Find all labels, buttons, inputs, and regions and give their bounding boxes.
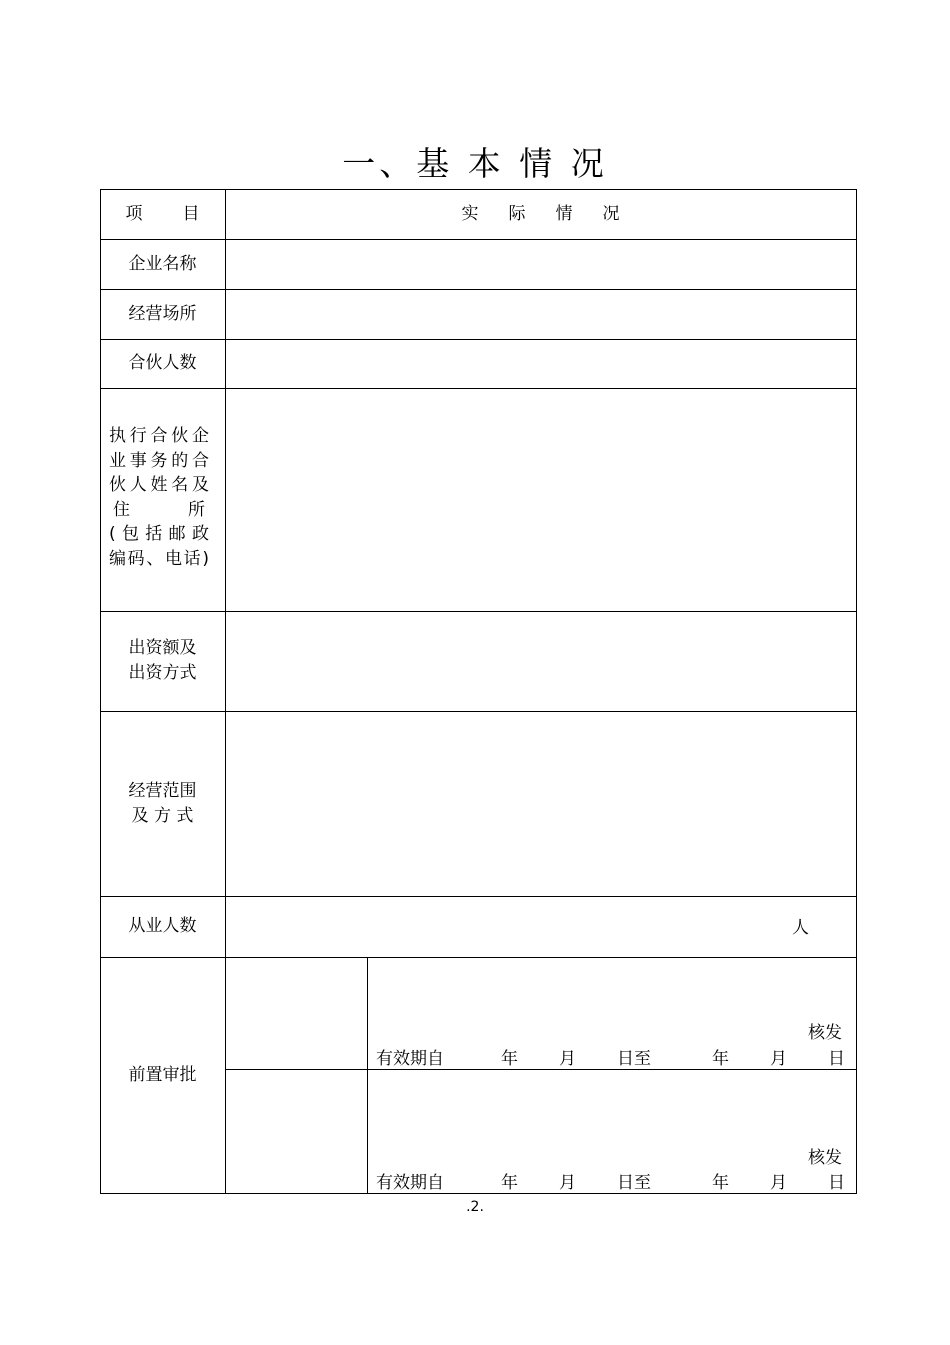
header-actual-char: 况 [602,203,620,224]
approval-1-issued: 核发 [808,1023,842,1043]
label-business-scope [100,711,225,896]
label-business-place: 经营场所 [128,303,197,324]
approval-2-issued: 核发 [808,1148,842,1168]
header-item-char: 项 [125,203,143,224]
approval-column-divider [367,957,368,1194]
header-actual [225,189,856,239]
field-capital[interactable] [226,612,856,711]
approval-1-name-field[interactable] [226,958,367,1069]
label-line: 业事务的合 [109,450,209,471]
label-employee-count: 从业人数 [128,916,197,936]
year-label: 年 [712,1049,729,1069]
year-label: 年 [501,1173,518,1193]
day-to-label: 日至 [617,1173,651,1193]
year-label: 年 [501,1049,518,1069]
page-title: 一、基 本 情 况 [342,144,608,183]
day-label: 日 [828,1049,845,1069]
header-item-char: 目 [182,203,200,224]
table-border-bottom [100,1193,857,1194]
employee-unit: 人 [792,918,809,938]
field-business-place[interactable] [226,290,856,339]
label-line: 执行合伙企 [109,426,209,446]
label-line: 出资额及 [128,638,197,658]
label-line: 住所 [113,499,205,520]
header-actual-char: 实 [461,203,479,224]
page-number: .2. [466,1199,484,1215]
valid-from-label: 有效期自 [376,1173,444,1193]
table-border-right [856,189,857,1194]
label-line: 伙人姓名及 [109,475,209,495]
header-actual-char: 际 [508,203,526,224]
field-business-scope[interactable] [226,712,856,896]
label-pre-approval: 前置审批 [128,1064,197,1085]
field-partner-count[interactable] [226,340,856,388]
label-line: (包括邮政 [109,524,209,544]
label-executive-partner [109,424,209,584]
header-item [100,189,225,239]
month-label: 月 [770,1049,787,1069]
label-line: 经营范围 [128,780,197,801]
valid-from-label: 有效期自 [376,1049,444,1069]
year-label: 年 [712,1173,729,1193]
label-line: 及 方 式 [131,805,194,826]
header-actual-char: 情 [555,203,573,224]
day-label: 日 [828,1173,845,1193]
approval-2-name-field[interactable] [226,1070,367,1193]
month-label: 月 [559,1049,576,1069]
label-line: 编码、电话) [109,548,209,569]
field-company-name[interactable] [226,240,856,289]
day-to-label: 日至 [617,1049,651,1069]
month-label: 月 [770,1173,787,1193]
field-employee-count[interactable] [226,897,786,957]
label-partner-count: 合伙人数 [128,353,197,373]
label-line: 出资方式 [128,663,197,683]
label-capital [100,611,225,711]
field-executive-partner[interactable] [226,389,856,611]
label-company-name: 企业名称 [128,253,197,274]
month-label: 月 [559,1173,576,1193]
